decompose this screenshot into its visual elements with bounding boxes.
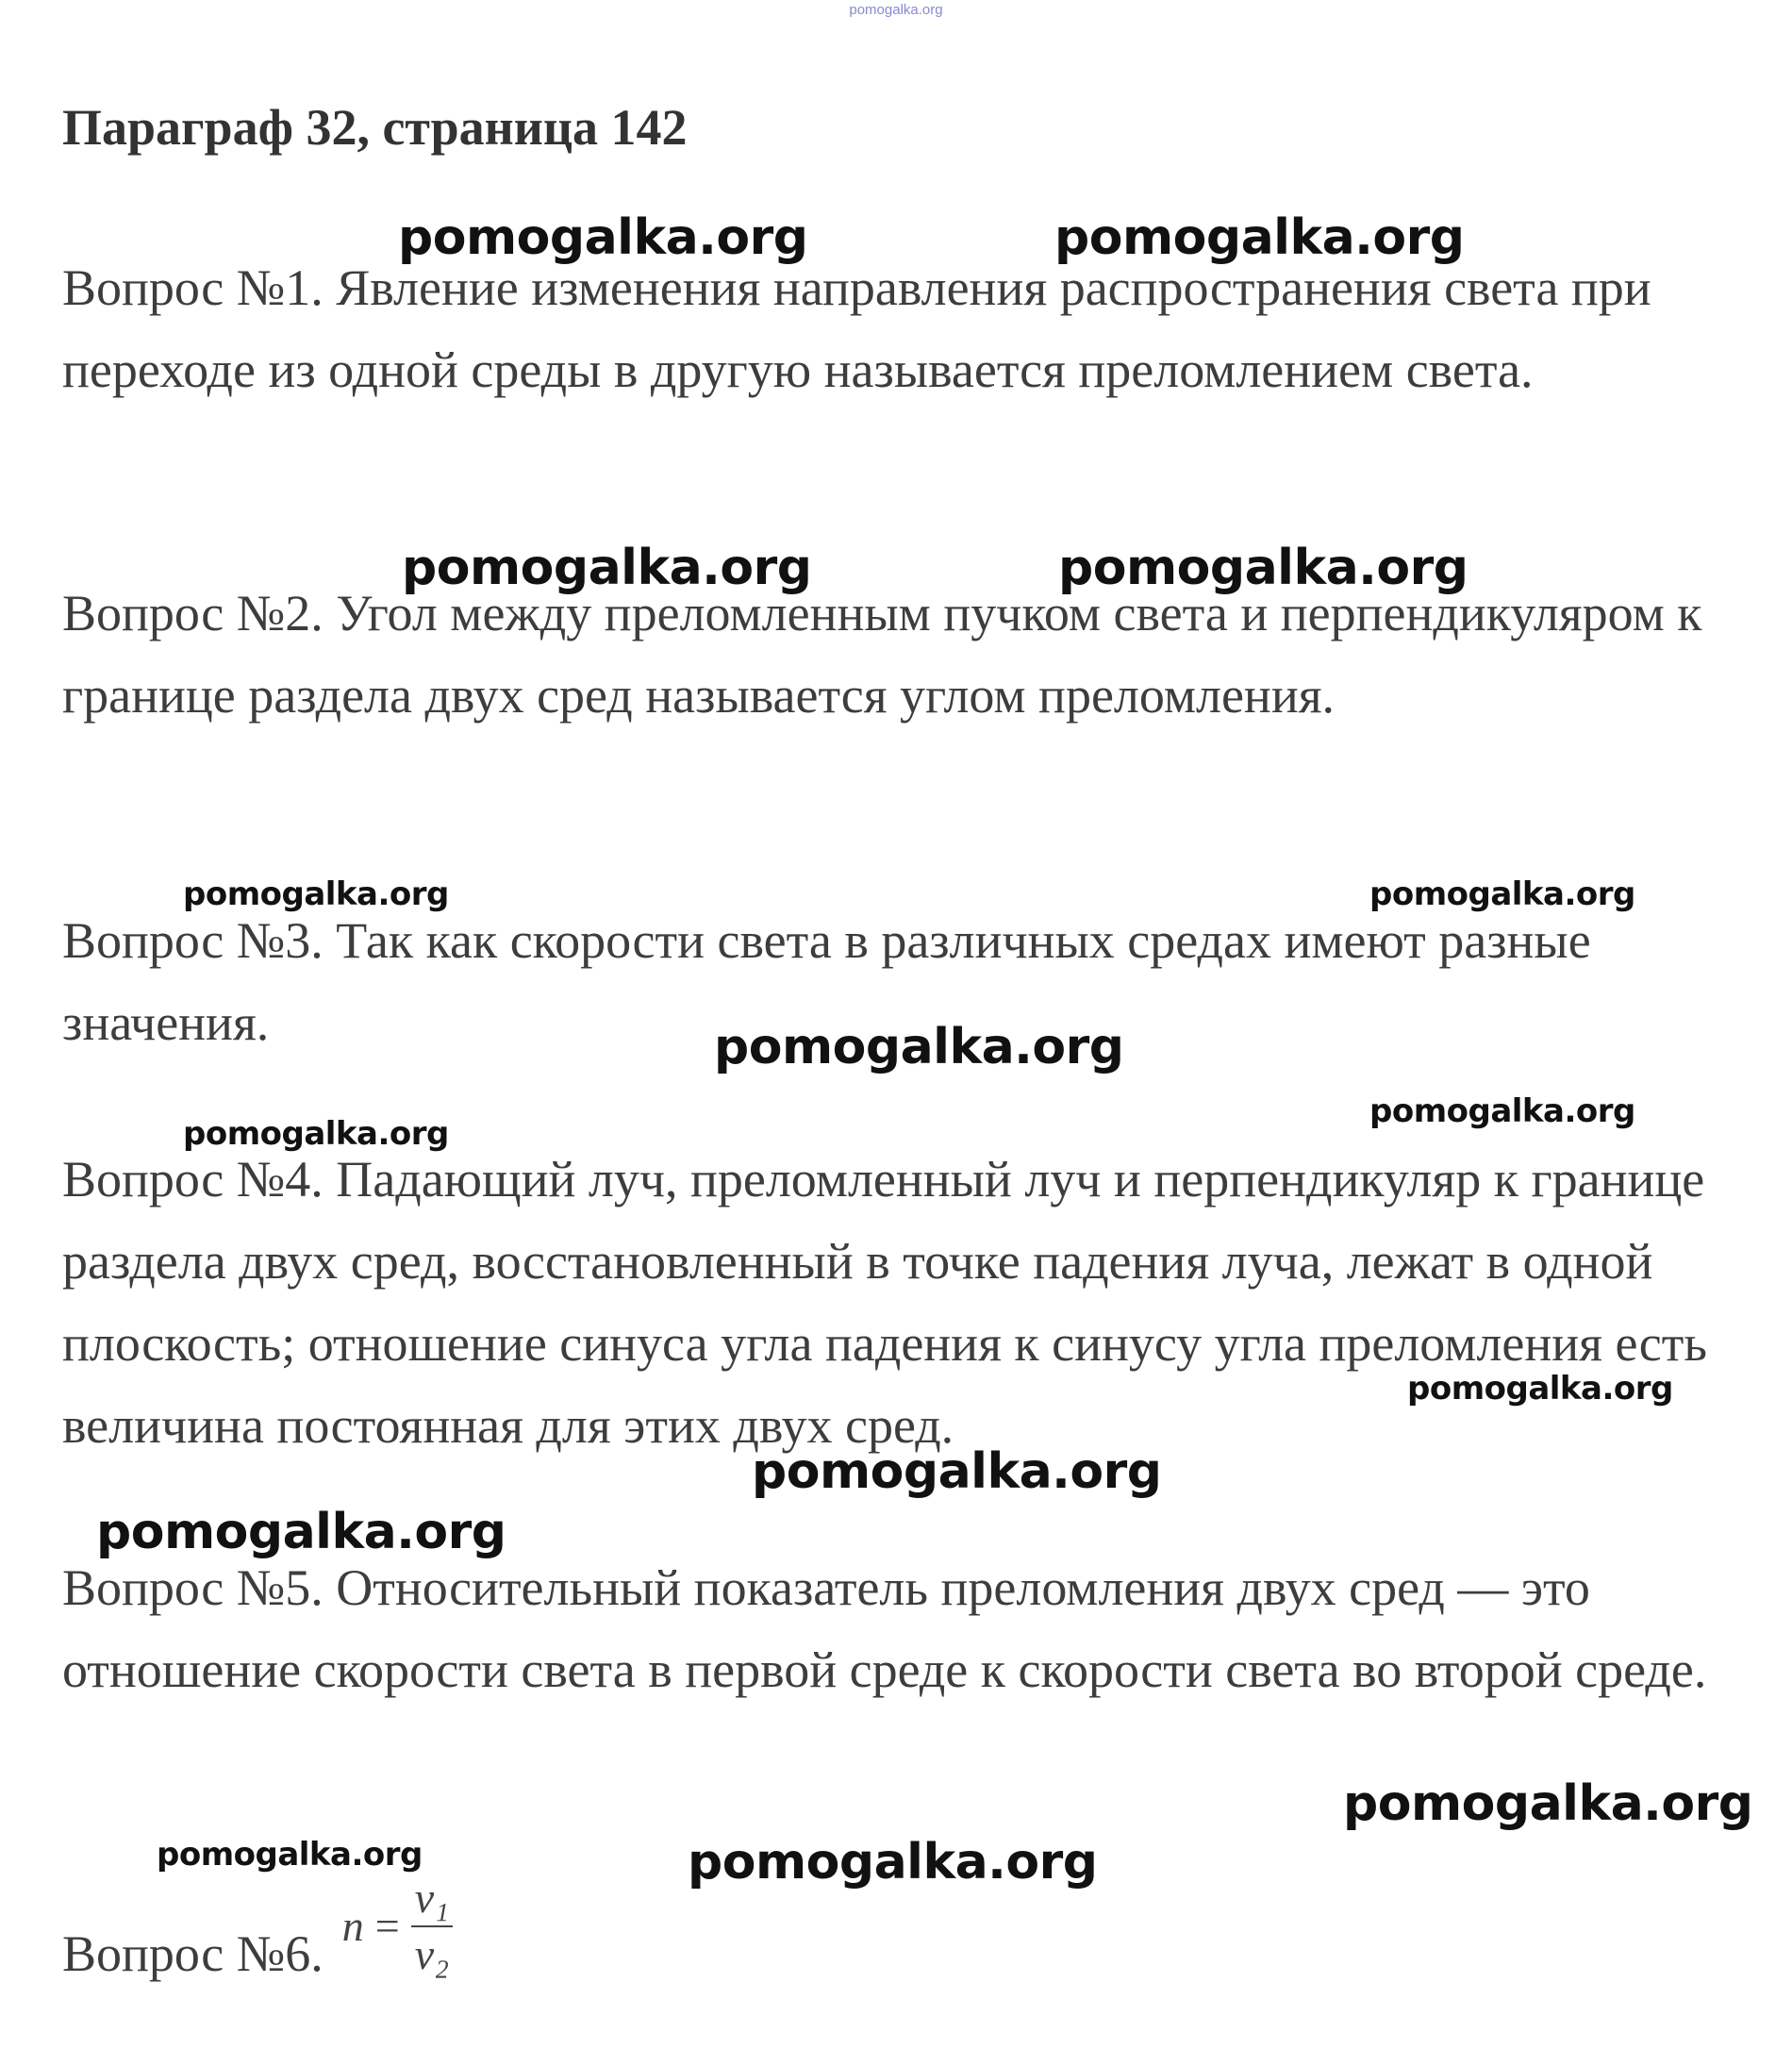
watermark: pomogalka.org — [1407, 1370, 1673, 1408]
formula-fraction — [411, 1873, 453, 1978]
watermark: pomogalka.org — [402, 540, 812, 596]
question-3: Вопрос №3. Так как скорости света в различных средах имеют разные значения. — [62, 912, 1591, 1051]
question-5: Вопрос №5. Относительный показатель преломления двух сред — это отношение скорости света в первой среде к скорости света во второй среде. — [62, 1559, 1707, 1698]
top-watermark: pomogalka.org — [849, 2, 943, 18]
watermark: pomogalka.org — [183, 1115, 449, 1153]
watermark: pomogalka.org — [1369, 875, 1635, 913]
fraction-bar — [411, 1925, 453, 1927]
formula-lhs: n — [341, 1901, 364, 1950]
question-6 — [62, 1873, 1760, 1995]
watermark: pomogalka.org — [183, 875, 449, 913]
watermark: pomogalka.org — [157, 1836, 423, 1874]
question-4: Вопрос №4. Падающий луч, преломленный луч и перпендикуляр к границе раздела двух сред, восстановленный в точке падения луча, лежат в одной плоскость; отношение синуса угла падения к синусу угла преломления есть величина постоянная для этих двух сред. — [62, 1151, 1708, 1454]
question-2: Вопрос №2. Угол между преломленным пучком света и перпендикуляром к границе раздела двух сред называется углом преломления. — [62, 585, 1702, 724]
watermark: pomogalka.org — [1058, 540, 1468, 596]
question-6-label: Вопрос №6. — [62, 1925, 324, 1982]
refraction-index-formula — [341, 1873, 453, 1978]
watermark: pomogalka.org — [96, 1504, 506, 1560]
watermark: pomogalka.org — [1369, 1092, 1635, 1130]
page-title: Параграф 32, страница 142 — [62, 99, 688, 156]
question-1: Вопрос №1. Явление изменения направления распространения света при переходе из одной среды в другую называется преломлением света. — [62, 259, 1651, 398]
watermark: pomogalka.org — [688, 1834, 1098, 1891]
formula-numerator: v₁ — [414, 1873, 450, 1922]
formula-denominator: v₂ — [414, 1929, 450, 1978]
formula-equals: = — [374, 1901, 400, 1950]
watermark: pomogalka.org — [714, 1019, 1124, 1075]
watermark: pomogalka.org — [398, 209, 808, 266]
watermark: pomogalka.org — [752, 1443, 1162, 1500]
watermark: pomogalka.org — [1343, 1775, 1753, 1832]
watermark: pomogalka.org — [1054, 209, 1465, 266]
